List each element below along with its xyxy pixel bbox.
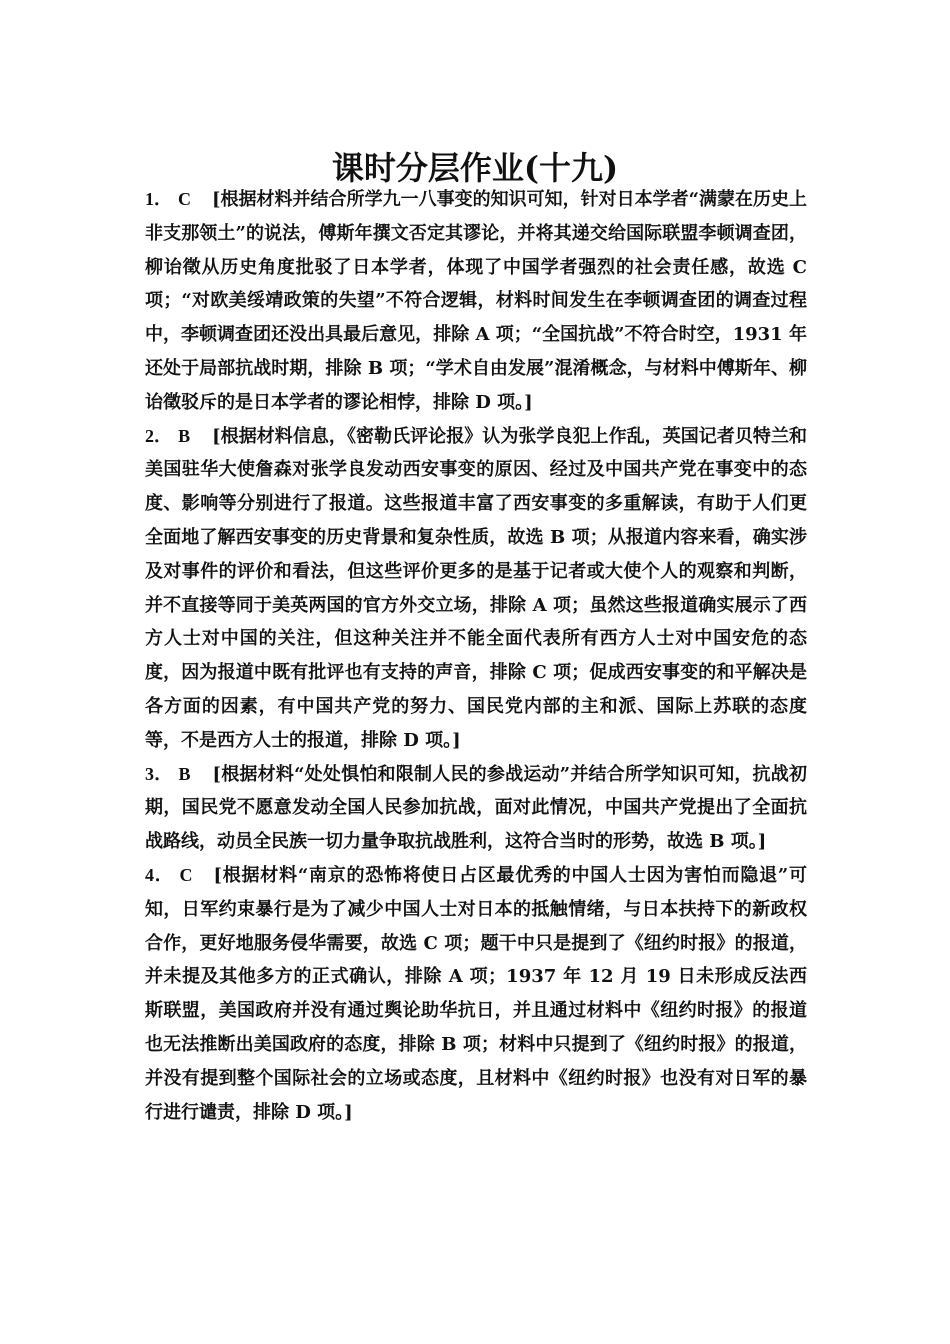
answer-item-2 (145, 420, 807, 758)
page-title: 课时分层作业(十九) (331, 149, 619, 188)
answer-list (145, 183, 807, 1129)
answer-explanation: [根据材料“南京的恐怖将使日占区最优秀的中国人士因为害怕而隐退”可知，日军约束暴行是为了减少中国人士对日本的抵触情绪，与日本扶持下的新政权合作，更好地服务侵华需要，故选 C 项；题干中只是提到了《纽约时报》的报道，并未提及其他多方的正式确认，排除 A 项；1937 年 12 月 19 日未形成反法西斯联盟，美国政府并没有通过舆论助华抗日，并且通过材料中《纽约时报》的报道也无法推断出美国政府的态度，排除 B 项；材料中只提到了《纽约时报》的报道，并没有提到整个国际社会的立场或态度，且材料中《纽约时报》也没有对日军的暴行进行谴责，排除 D 项。] (145, 864, 807, 1123)
answer-option: C (179, 864, 193, 885)
answer-option: B (178, 425, 191, 446)
answer-explanation: [根据材料“处处惧怕和限制人民的参战运动”并结合所学知识可知，抗战初期，国民党不愿意发动全国人民参加抗战，面对此情况，中国共产党提出了全面抗战路线，动员全民族一切力量争取抗战胜利，这符合当时的形势，故选 B 项。] (145, 763, 807, 853)
answer-explanation: [根据材料并结合所学九一八事变的知识可知，针对日本学者“满蒙在历史上非支那领土”的说法，傅斯年撰文否定其谬论，并将其递交给国际联盟李顿调查团，柳诒徵从历史角度批驳了日本学者，体现了中国学者强烈的社会责任感，故选 C 项；“对欧美绥靖政策的失望”不符合逻辑，材料时间发生在李顿调查团的调查过程中，李顿调查团还没出具最后意见，排除 A 项；“全国抗战”不符合时空，1931 年还处于局部抗战时期，排除 B 项；“学术自由发展”混淆概念，与材料中傅斯年、柳诒徵驳斥的是日本学者的谬论相悖，排除 D 项。] (145, 189, 808, 413)
answer-number: 3． (145, 763, 173, 784)
answer-number: 1． (145, 189, 173, 209)
answer-option: B (178, 763, 191, 784)
answer-number: 2． (145, 425, 173, 446)
answer-item-3 (145, 758, 807, 859)
answer-item-4 (145, 859, 807, 1129)
answer-option: C (178, 189, 192, 209)
answer-explanation: [根据材料信息，《密勒氏评论报》认为张学良犯上作乱，英国记者贝特兰和美国驻华大使詹森对张学良发动西安事变的原因、经过及中国共产党在事变中的态度、影响等分别进行了报道。这些报道丰富了西安事变的多重解读，有助于人们更全面地了解西安事变的历史背景和复杂性质，故选 B 项；从报道内容来看，确实涉及对事件的评价和看法，但这些评价更多的是基于记者或大使个人的观察和判断，并不直接等同于美英两国的官方外交立场，排除 A 项；虽然这些报道确实展示了西方人士对中国的关注，但这种关注并不能全面代表所有西方人士对中国安危的态度，因为报道中既有批评也有支持的声音，排除 C 项；促成西安事变的和平解决是各方面的因素，有中国共产党的努力、国民党内部的主和派、国际上苏联的态度等，不是西方人士的报道，排除 D 项。] (145, 425, 808, 751)
answer-item-1 (145, 183, 807, 420)
answer-number: 4． (145, 864, 174, 885)
